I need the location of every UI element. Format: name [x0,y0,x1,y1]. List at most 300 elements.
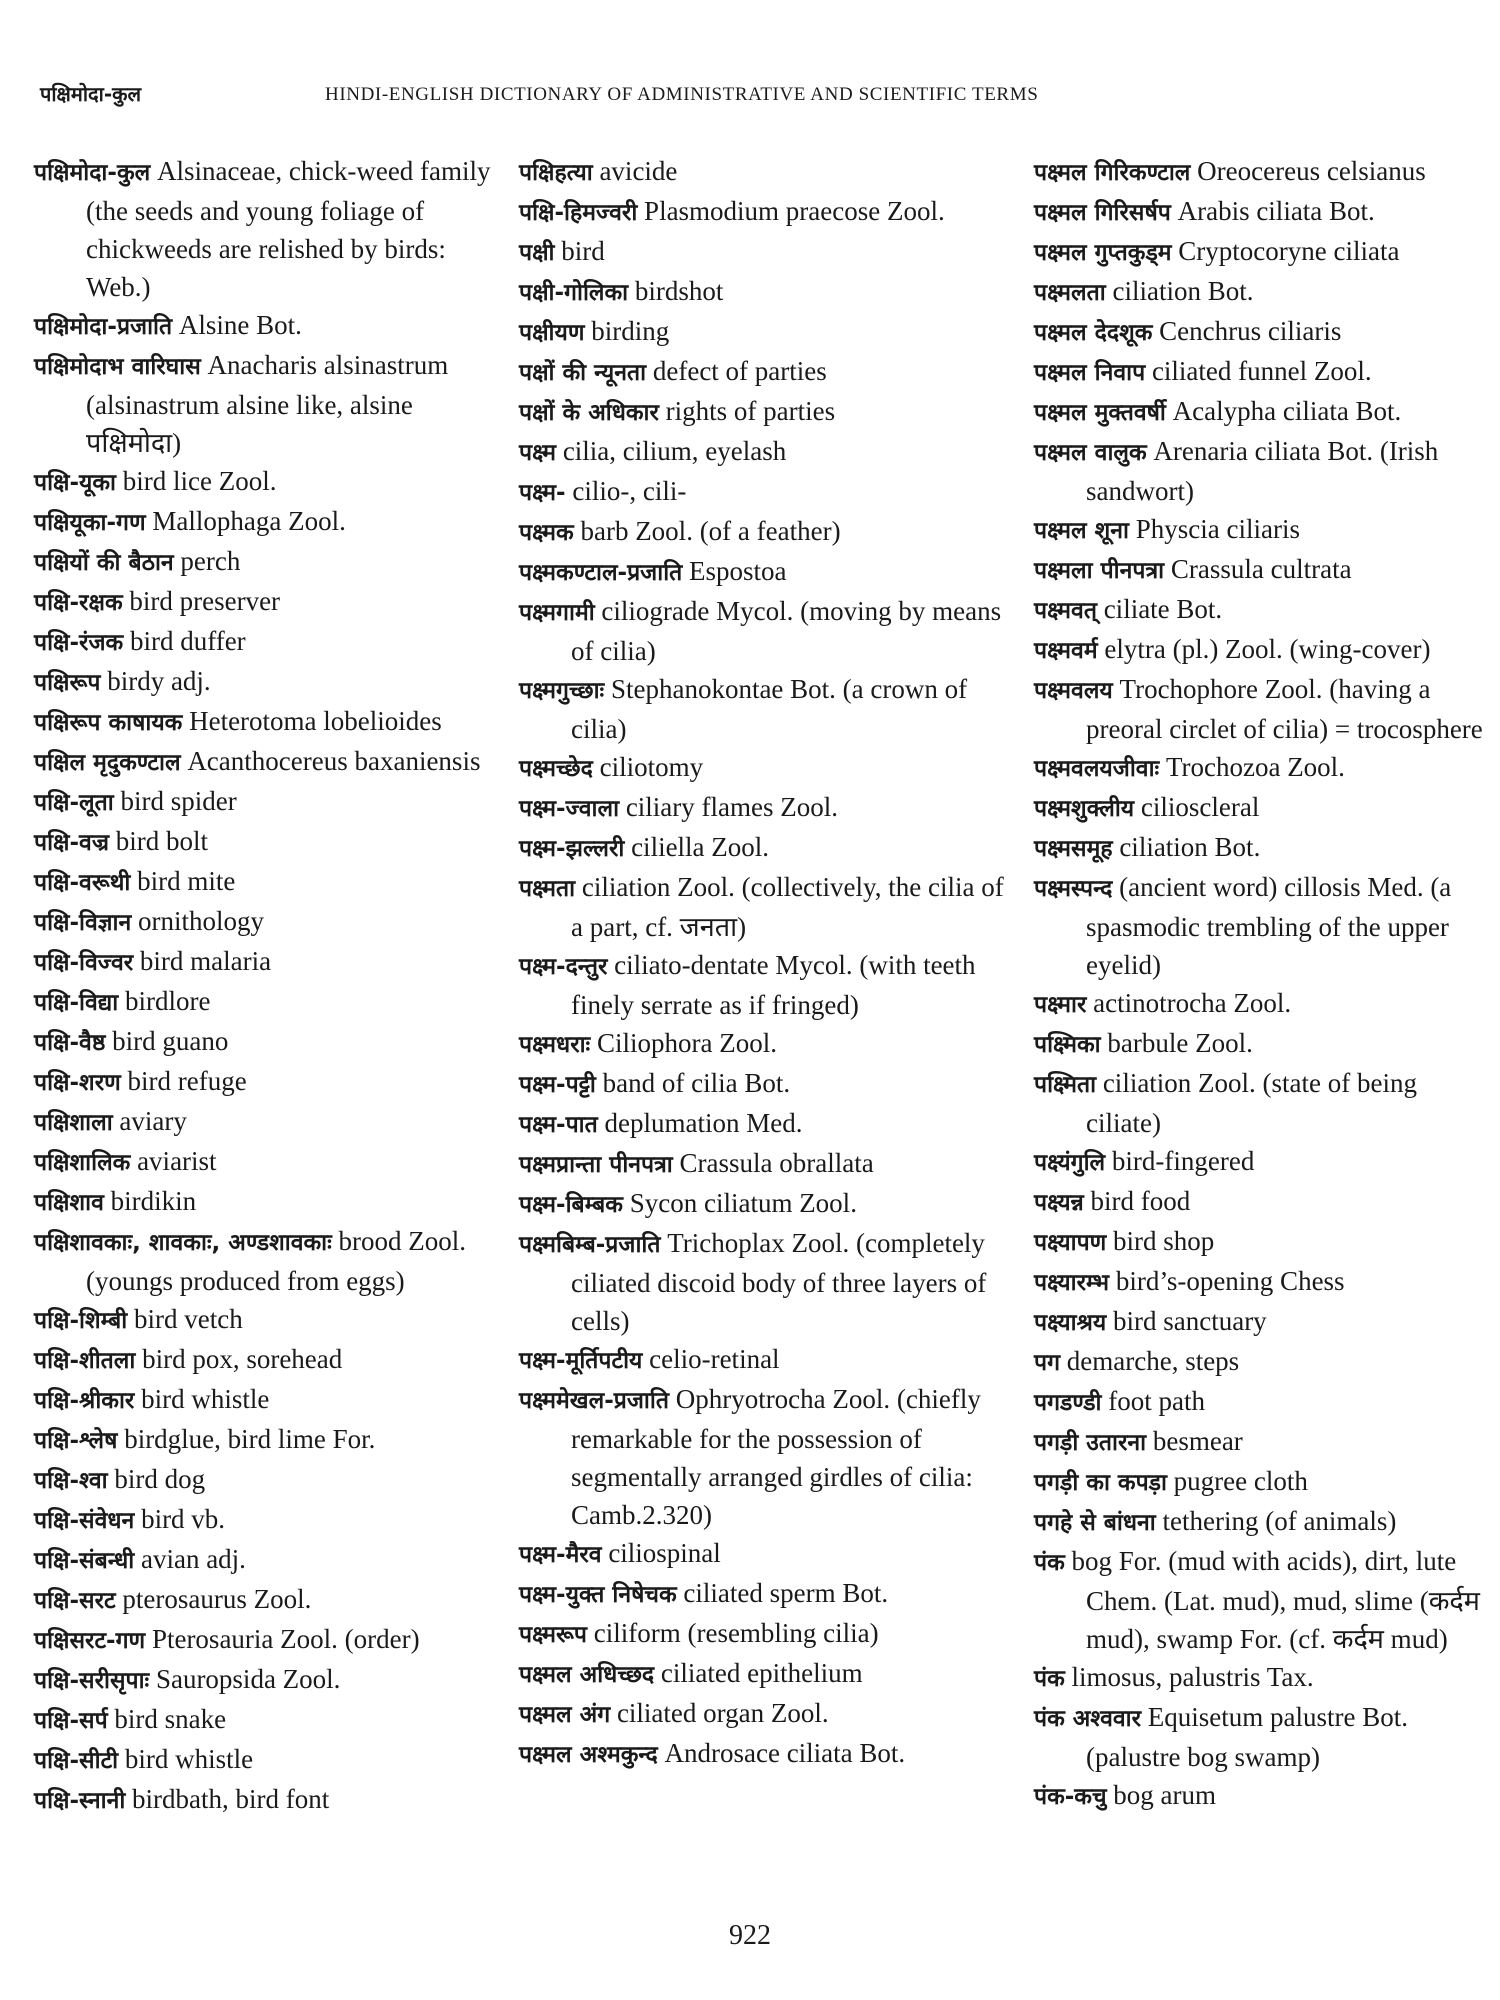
dictionary-entry [34,542,492,582]
entry-definition: bog arum [1113,1780,1217,1810]
entry-definition: ornithology [138,906,265,936]
dictionary-entry [34,782,492,822]
entry-definition: birdshot [634,276,724,306]
entry-headword: पक्षि-रंजक [34,630,124,656]
dictionary-entry [519,592,1013,670]
dictionary-entry [519,1104,1013,1144]
entry-definition: Heterotoma lobelioides [189,706,442,736]
entry-definition: ciliospinal [608,1538,721,1568]
entry-definition: avian adj. [140,1544,246,1574]
entry-headword: पक्ष्म-पट्टी [519,1072,596,1098]
dictionary-entry [34,1420,492,1460]
entry-definition: Cenchrus ciliaris [1159,316,1342,346]
entry-definition: pugree cloth [1173,1466,1308,1496]
dictionary-entry [1034,1302,1494,1342]
entry-definition: bird guano [112,1026,229,1056]
page-number: 922 [729,1920,771,1951]
entry-definition: elytra (pl.) Zool. (wing-cover) [1104,634,1431,664]
entry-definition: ciliate Bot. [1103,594,1223,624]
dictionary-entry [519,1654,1013,1694]
dictionary-entry [34,1500,492,1540]
entry-definition: bird whistle [124,1744,254,1774]
dictionary-entry [1034,1222,1494,1262]
entry-definition: ciliary flames Zool. [625,792,838,822]
column-3 [1034,152,1494,1816]
dictionary-entry [34,1740,492,1780]
entry-definition: ciliation Zool. (collectively, the cilia of a part, cf. जनता) [571,872,1004,942]
entry-headword: पक्षिरूप काषायक [34,710,183,736]
dictionary-entry [519,946,1013,1024]
entry-definition: actinotrocha Zool. [1093,988,1292,1018]
dictionary-entry [519,232,1013,272]
entry-definition: bird food [1090,1186,1191,1216]
entry-headword: पक्षिशाव [34,1190,104,1216]
entry-headword: पक्ष्मगामी [519,600,595,626]
dictionary-entry [519,392,1013,432]
dictionary-entry [34,1340,492,1380]
dictionary-entry [1034,550,1494,590]
entry-headword: पक्षिमोदा-प्रजाति [34,314,173,340]
page-title: HINDI-ENGLISH DICTIONARY OF ADMINISTRATIVE AND SCIENTIFIC TERMS [325,84,1039,105]
dictionary-entry [519,152,1013,192]
entry-headword: पक्षि-श्रीकार [34,1388,135,1414]
entry-headword: पक्ष्याश्रय [1034,1310,1107,1336]
dictionary-entry [519,552,1013,592]
dictionary-entry [519,192,1013,232]
dictionary-entry [34,1460,492,1500]
entry-headword: पक्ष्मार [1034,992,1087,1018]
entry-headword: पक्षि-संबन्धी [34,1548,135,1574]
entry-headword: पक्ष्मवलयजीवाः [1034,756,1160,782]
entry-headword: पक्ष्मच्छेद [519,756,593,782]
dictionary-entry [519,1734,1013,1774]
entry-headword: पक्षि-सरट [34,1588,116,1614]
entry-definition: bird snake [114,1704,227,1734]
entry-definition: bird spider [120,786,237,816]
entry-headword: पक्षिमोदा-कुल [34,160,151,186]
entry-definition: bird lice Zool. [122,466,277,496]
dictionary-entry [1034,788,1494,828]
entry-headword: पक्ष्म-मैरव [519,1542,602,1568]
entry-headword: पक्ष्मल मुक्तवर्षी [1034,400,1166,426]
entry-headword: पक्षि-शिम्बी [34,1308,128,1334]
entry-headword: पक्षिशालिक [34,1150,131,1176]
entry-definition: tethering (of animals) [1162,1506,1397,1536]
entry-definition: bird mite [137,866,236,896]
dictionary-entry [1034,670,1494,748]
dictionary-entry [1034,1182,1494,1222]
entry-headword: पक्ष्मल शूना [1034,518,1130,544]
dictionary-entry [519,1380,1013,1534]
entry-definition: demarche, steps [1066,1346,1240,1376]
entry-headword: पक्षी [519,240,555,266]
entry-definition: ciliograde Mycol. (moving by means of cilia) [571,596,1002,666]
entry-definition: birdglue, bird lime For. [124,1424,376,1454]
entry-headword: पक्ष्यापण [1034,1230,1107,1256]
entry-definition: Trochozoa Zool. [1165,752,1345,782]
dictionary-entry [34,982,492,1022]
dictionary-entry [34,662,492,702]
entry-definition: Ciliophora Zool. [596,1028,777,1058]
dictionary-entry [519,1340,1013,1380]
entry-definition: Crassula cultrata [1170,554,1352,584]
entry-definition: Stephanokontae Bot. (a crown of cilia) [571,674,968,744]
dictionary-entry [1034,1142,1494,1182]
entry-headword: पक्षि-वज्र [34,830,110,856]
entry-headword: पक्ष्मवत् [1034,598,1097,624]
dictionary-entry [1034,1262,1494,1302]
dictionary-entry [34,306,492,346]
dictionary-entry [519,1224,1013,1340]
entry-headword: पक्षि-हिमज्वरी [519,200,638,226]
entry-definition: band of cilia Bot. [602,1068,791,1098]
entry-headword: पक्ष्मगुच्छाः [519,678,605,704]
page-header [40,80,1460,120]
entry-definition: Ophryotrocha Zool. (chiefly remarkable for the possession of segmentally arranged girdles of cilia: Camb.2.320) [571,1384,981,1530]
entry-definition: bird sanctuary [1112,1306,1267,1336]
dictionary-entry [1034,1462,1494,1502]
dictionary-entry [1034,392,1494,432]
entry-headword: पक्ष्मसमूह [1034,836,1113,862]
entry-definition: Physcia ciliaris [1135,514,1300,544]
entry-definition: Acanthocereus baxaniensis [187,746,481,776]
entry-definition: Pterosauria Zool. (order) [151,1624,420,1654]
entry-headword: पक्ष्मशुक्लीय [1034,796,1135,822]
entry-headword: पक्ष्मल अंग [519,1702,611,1728]
entry-definition: avicide [599,156,678,186]
entry-headword: पक्षि-श्लेष [34,1428,118,1454]
entry-headword: पक्ष्मवलय [1034,678,1113,704]
entry-definition: Anacharis alsinastrum (alsinastrum alsine like, alsine पक्षिमोदा) [86,350,449,458]
entry-definition: (ancient word) cillosis Med. (a spasmodic trembling of the upper eyelid) [1086,872,1452,980]
dictionary-entry [519,1184,1013,1224]
entry-headword: पक्ष्म-दन्तुर [519,954,608,980]
entry-headword: पक्ष्यन्न [1034,1190,1084,1216]
dictionary-entry [34,742,492,782]
dictionary-entry [519,432,1013,472]
entry-headword: पक्षियूका-गण [34,510,146,536]
entry-definition: Crassula obrallata [679,1148,874,1178]
dictionary-entry [1034,432,1494,510]
entry-headword: पक्ष्मल गुप्तकुड्म [1034,240,1172,266]
entry-definition: cilia, cilium, eyelash [562,436,787,466]
entry-headword: पक्ष्मबिम्ब-प्रजाति [519,1232,661,1258]
entry-definition: Espostoa [689,556,787,586]
entry-definition: bird bolt [115,826,209,856]
dictionary-entry [1034,828,1494,868]
entry-definition: Trochophore Zool. (having a preoral circlet of cilia) = trocosphere [1086,674,1483,744]
dictionary-entry [34,1062,492,1102]
entry-definition: perch [180,546,241,576]
dictionary-entry [519,1024,1013,1064]
entry-headword: पक्षि-वरूथी [34,870,131,896]
entry-definition: Sauropsida Zool. [155,1664,341,1694]
entry-headword: पक्ष्म-मूर्तिपटीय [519,1348,643,1374]
entry-headword: पंक [1034,1550,1065,1576]
entry-definition: bird’s-opening Chess [1115,1266,1345,1296]
dictionary-entry [1034,1658,1494,1698]
entry-definition: Sycon ciliatum Zool. [629,1188,857,1218]
dictionary-entry [1034,232,1494,272]
entry-definition: bird duffer [129,626,246,656]
entry-definition: cilioscleral [1140,792,1260,822]
entry-headword: पक्ष्मल अधिच्छद [519,1662,655,1688]
dictionary-entry [34,1700,492,1740]
entry-headword: पक्ष्म-युक्त निषेचक [519,1582,677,1608]
dictionary-entry [1034,1698,1494,1776]
entry-headword: पक्षिशावकाः, शावकाः, अण्डशावकाः [34,1230,332,1256]
entry-headword: पक्ष्मक [519,520,574,546]
entry-headword: पंक [1034,1666,1065,1692]
entry-definition: birdbath, bird font [132,1784,330,1814]
dictionary-entry [34,1142,492,1182]
dictionary-entry [1034,630,1494,670]
dictionary-entry [1034,1542,1494,1658]
dictionary-entry [1034,1024,1494,1064]
entry-headword: पंक अश्ववार [1034,1706,1142,1732]
entry-headword: पक्ष्मलता [1034,280,1106,306]
dictionary-entry [34,862,492,902]
entry-headword: पगड़ी का कपड़ा [1034,1470,1167,1496]
dictionary-entry [34,942,492,982]
entry-headword: पक्षिसरट-गण [34,1628,146,1654]
dictionary-entry [519,512,1013,552]
entry-headword: पक्ष्मिता [1034,1072,1097,1098]
dictionary-entry [34,1102,492,1142]
entry-headword: पक्षिल मृदुकण्टाल [34,750,181,776]
dictionary-entry [34,1182,492,1222]
dictionary-entry [34,822,492,862]
dictionary-entry [519,828,1013,868]
entry-headword: पक्ष्मल गिरिसर्षप [1034,200,1171,226]
dictionary-entry [519,1064,1013,1104]
dictionary-entry [34,1660,492,1700]
entry-definition: barbule Zool. [1107,1028,1253,1058]
entry-headword: पक्ष्म-ज्वाला [519,796,620,822]
entry-definition: birdlore [125,986,211,1016]
entry-definition: bird refuge [127,1066,247,1096]
dictionary-entry [34,622,492,662]
entry-definition: aviary [119,1106,187,1136]
entry-headword: पक्षि-सीटी [34,1748,119,1774]
dictionary-entry [1034,748,1494,788]
entry-headword: पक्षि-यूका [34,470,117,496]
dictionary-entry [34,902,492,942]
entry-definition: ciliotomy [599,752,704,782]
entry-headword: पक्षी-गोलिका [519,280,629,306]
entry-definition: pterosaurus Zool. [122,1584,312,1614]
entry-definition: ciliation Zool. (state of being ciliate) [1086,1068,1417,1138]
dictionary-entry [34,702,492,742]
entry-definition: ciliated funnel Zool. [1151,356,1372,386]
entry-definition: bird malaria [139,946,272,976]
entry-headword: पक्षि-विद्या [34,990,119,1016]
dictionary-entry [519,272,1013,312]
entry-definition: Acalypha ciliata Bot. [1172,396,1402,426]
entry-headword: पक्षिहत्या [519,160,593,186]
column-1 [34,152,492,1820]
entry-definition: Equisetum palustre Bot. (palustre bog swamp) [1086,1702,1408,1772]
entry-headword: पक्षों की न्यूनता [519,360,647,386]
entry-headword: पक्ष्मल निवाप [1034,360,1146,386]
entry-headword: पक्षीयण [519,320,585,346]
entry-headword: पक्ष्मता [519,876,576,902]
dictionary-entry [1034,868,1494,984]
dictionary-entry [519,1614,1013,1654]
entry-definition: birding [591,316,670,346]
entry-headword: पक्षिरूप [34,670,101,696]
entry-headword: पक्षि-संवेधन [34,1508,135,1534]
dictionary-entry [519,788,1013,828]
entry-headword: पक्षि-लूता [34,790,114,816]
entry-headword: पक्षियों की बैठान [34,550,174,576]
entry-definition: cilio-, cili- [572,476,687,506]
dictionary-entry [1034,1422,1494,1462]
entry-headword: पंक-कचु [1034,1784,1107,1810]
entry-headword: पक्षि-सरीसृपाः [34,1668,150,1694]
entry-headword: पक्ष्मल देदशूक [1034,320,1153,346]
entry-definition: bird vb. [141,1504,226,1534]
entry-definition: birdy adj. [107,666,211,696]
entry-definition: Plasmodium praecose Zool. [644,196,945,226]
entry-definition: rights of parties [665,396,836,426]
entry-definition: brood Zool. (youngs produced from eggs) [86,1226,467,1296]
entry-definition: ciliella Zool. [631,832,770,862]
entry-headword: पगहे से बांधना [1034,1510,1156,1536]
entry-definition: bird shop [1113,1226,1215,1256]
entry-definition: Androsace ciliata Bot. [664,1738,906,1768]
dictionary-entry [1034,984,1494,1024]
entry-headword: पक्षि-सर्प [34,1708,108,1734]
entry-headword: पक्षि-स्नानी [34,1788,126,1814]
entry-headword: पक्ष्म-झल्लरी [519,836,625,862]
entry-definition: besmear [1152,1426,1243,1456]
dictionary-entry [34,1540,492,1580]
entry-headword: पक्षि-श्वा [34,1468,108,1494]
dictionary-entry [34,346,492,462]
entry-headword: पगडण्डी [1034,1390,1102,1416]
entry-headword: पगड़ी उतारना [1034,1430,1147,1456]
entry-definition: Mallophaga Zool. [152,506,346,536]
entry-definition: ciliated sperm Bot. [683,1578,889,1608]
entry-headword: पक्ष्मला पीनपत्रा [1034,558,1165,584]
dictionary-entry [34,1022,492,1062]
entry-definition: Arabis ciliata Bot. [1177,196,1375,226]
dictionary-entry [34,1780,492,1820]
entry-definition: ciliation Bot. [1119,832,1261,862]
dictionary-entry [519,1534,1013,1574]
entry-headword: पक्ष्म-पात [519,1112,598,1138]
entry-definition: ciliation Bot. [1112,276,1254,306]
dictionary-entry [1034,152,1494,192]
dictionary-entry [519,1694,1013,1734]
dictionary-entry [34,462,492,502]
entry-headword: पक्ष्मल वालुक [1034,440,1147,466]
entry-headword: पक्ष्मिका [1034,1032,1101,1058]
dictionary-entry [34,1580,492,1620]
entry-definition: birdikin [110,1186,197,1216]
entry-definition: Alsinaceae, chick-weed family (the seeds and young foliage of chickweeds are relished by birds: Web.) [86,156,491,302]
dictionary-entry [1034,1064,1494,1142]
entry-headword: पक्ष्म- [519,480,566,506]
dictionary-entry [1034,312,1494,352]
column-2 [519,152,1013,1774]
entry-definition: bird pox, sorehead [142,1344,343,1374]
entry-headword: पक्ष्मकण्टाल-प्रजाति [519,560,683,586]
entry-headword: पक्ष्मस्पन्द [1034,876,1113,902]
entry-definition: ciliated organ Zool. [616,1698,829,1728]
dictionary-entry [519,868,1013,946]
dictionary-entry [1034,272,1494,312]
entry-headword: पक्ष्मप्रान्ता पीनपत्रा [519,1152,673,1178]
entry-headword: पक्ष्मवर्म [1034,638,1098,664]
dictionary-entry [34,1300,492,1340]
dictionary-entry [34,1222,492,1300]
entry-definition: defect of parties [652,356,827,386]
entry-headword: पक्ष्मरूप [519,1622,587,1648]
entry-definition: bird [561,236,605,266]
entry-headword: पक्ष्मल अश्मकुन्द [519,1742,658,1768]
entry-definition: ciliform (resembling cilia) [593,1618,879,1648]
entry-headword: पक्षि-विज्वर [34,950,134,976]
entry-headword: पक्षि-विज्ञान [34,910,132,936]
entry-definition: deplumation Med. [604,1108,803,1138]
entry-headword: पक्ष्म [519,440,557,466]
dictionary-entry [34,152,492,306]
dictionary-entry [1034,1342,1494,1382]
entry-definition: foot path [1108,1386,1205,1416]
entry-headword: पक्षि-शीतला [34,1348,136,1374]
entry-definition: bird dog [114,1464,206,1494]
entry-definition: bird-fingered [1111,1146,1255,1176]
entry-definition: bird vetch [133,1304,243,1334]
dictionary-entry [34,1380,492,1420]
entry-definition: barb Zool. (of a feather) [580,516,841,546]
entry-definition: Oreocereus celsianus [1197,156,1426,186]
dictionary-entry [519,472,1013,512]
entry-headword: पक्ष्ममेखल-प्रजाति [519,1388,669,1414]
entry-definition: aviarist [137,1146,217,1176]
entry-definition: celio-retinal [649,1344,780,1374]
dictionary-entry [34,1620,492,1660]
running-head: पक्षिमोदा-कुल [40,82,142,106]
dictionary-entry [1034,352,1494,392]
entry-definition: Arenaria ciliata Bot. (Irish sandwort) [1086,436,1439,506]
dictionary-entry [1034,590,1494,630]
entry-headword: पक्ष्म-बिम्बक [519,1192,623,1218]
entry-headword: पक्षिमोदाभ वारिघास [34,354,201,380]
dictionary-entry [519,352,1013,392]
dictionary-entry [519,748,1013,788]
entry-definition: Cryptocoryne ciliata [1178,236,1400,266]
entry-definition: Alsine Bot. [178,310,302,340]
dictionary-entry [34,582,492,622]
dictionary-entry [1034,1502,1494,1542]
entry-definition: Trichoplax Zool. (completely ciliated discoid body of three layers of cells) [571,1228,987,1336]
entry-headword: पग [1034,1350,1061,1376]
dictionary-entry [519,1574,1013,1614]
dictionary-entry [1034,1776,1494,1816]
entry-definition: bird preserver [129,586,281,616]
entry-headword: पक्षि-वैष्ठ [34,1030,106,1056]
entry-headword: पक्षिशाला [34,1110,113,1136]
dictionary-entry [519,1144,1013,1184]
dictionary-entry [519,312,1013,352]
entry-headword: पक्षि-रक्षक [34,590,123,616]
entry-definition: ciliated epithelium [660,1658,863,1688]
dictionary-entry [519,670,1013,748]
entry-headword: पक्षों के अधिकार [519,400,659,426]
